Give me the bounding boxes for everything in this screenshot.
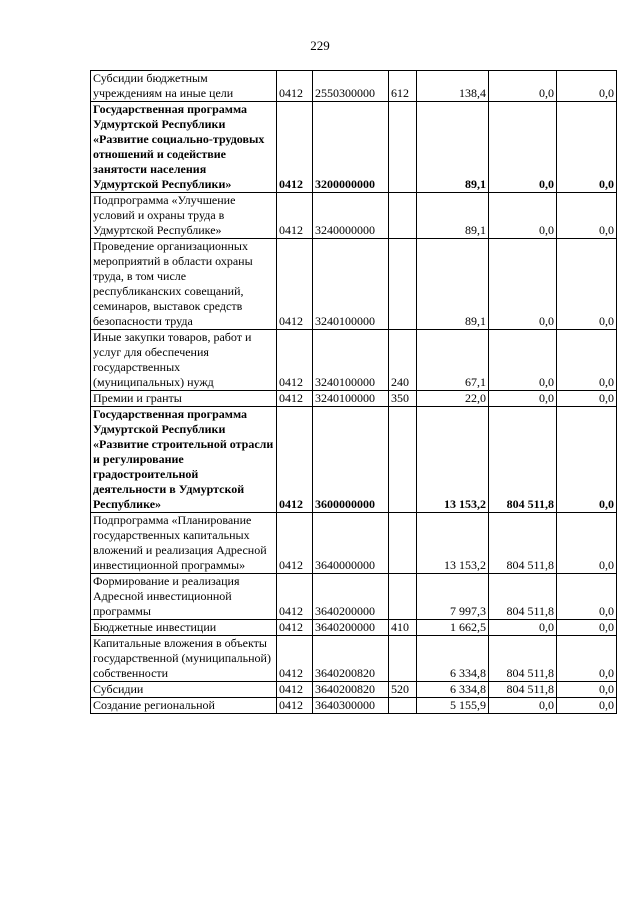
table-row <box>91 193 617 239</box>
row-amount-1: 1 662,5 <box>417 620 489 636</box>
row-amount-1: 67,1 <box>417 330 489 391</box>
row-target-code: 3640000000 <box>313 513 389 574</box>
row-name: Бюджетные инвестиции <box>91 620 277 636</box>
table-row <box>91 71 617 102</box>
table-row <box>91 391 617 407</box>
row-name: Подпрограмма «Планирование государственных капитальных вложений и реализация Адресной инвестиционной программы» <box>91 513 277 574</box>
row-amount-3: 0,0 <box>557 407 617 513</box>
row-section-code: 0412 <box>277 330 313 391</box>
row-amount-2: 0,0 <box>489 71 557 102</box>
row-expense-type: 612 <box>389 71 417 102</box>
page-number: 229 <box>310 38 330 53</box>
row-expense-type <box>389 239 417 330</box>
row-amount-1: 6 334,8 <box>417 636 489 682</box>
row-amount-2: 804 511,8 <box>489 682 557 698</box>
row-amount-1: 22,0 <box>417 391 489 407</box>
row-amount-2: 0,0 <box>489 391 557 407</box>
row-amount-2: 0,0 <box>489 193 557 239</box>
table-row <box>91 636 617 682</box>
row-name: Государственная программа Удмуртской Республики «Развитие социально-трудовых отношений и содействие занятости населения Удмуртской Республики» <box>91 102 277 193</box>
row-amount-3: 0,0 <box>557 682 617 698</box>
row-name: Иные закупки товаров, работ и услуг для обеспечения государственных (муниципальных) нужд <box>91 330 277 391</box>
row-name: Государственная программа Удмуртской Республики «Развитие строительной отрасли и регулирование градостроительной деятельности в Удмуртской Республике» <box>91 407 277 513</box>
row-amount-3: 0,0 <box>557 513 617 574</box>
row-amount-3: 0,0 <box>557 620 617 636</box>
row-amount-2: 804 511,8 <box>489 407 557 513</box>
row-amount-1: 89,1 <box>417 193 489 239</box>
row-name: Подпрограмма «Улучшение условий и охраны труда в Удмуртской Республике» <box>91 193 277 239</box>
row-section-code: 0412 <box>277 574 313 620</box>
table-row <box>91 513 617 574</box>
row-amount-3: 0,0 <box>557 71 617 102</box>
row-expense-type <box>389 513 417 574</box>
row-section-code: 0412 <box>277 698 313 714</box>
table-row <box>91 698 617 714</box>
row-section-code: 0412 <box>277 620 313 636</box>
row-amount-2: 804 511,8 <box>489 636 557 682</box>
row-amount-2: 804 511,8 <box>489 574 557 620</box>
row-expense-type <box>389 698 417 714</box>
table-row <box>91 682 617 698</box>
row-section-code: 0412 <box>277 391 313 407</box>
row-amount-1: 89,1 <box>417 239 489 330</box>
row-expense-type <box>389 193 417 239</box>
row-expense-type <box>389 407 417 513</box>
row-target-code: 3640200820 <box>313 636 389 682</box>
row-section-code: 0412 <box>277 239 313 330</box>
row-amount-1: 6 334,8 <box>417 682 489 698</box>
row-amount-1: 7 997,3 <box>417 574 489 620</box>
row-name: Субсидии <box>91 682 277 698</box>
row-amount-3: 0,0 <box>557 102 617 193</box>
row-section-code: 0412 <box>277 682 313 698</box>
table-row <box>91 574 617 620</box>
row-amount-3: 0,0 <box>557 193 617 239</box>
row-amount-3: 0,0 <box>557 391 617 407</box>
table-row <box>91 102 617 193</box>
row-name: Проведение организационных мероприятий в области охраны труда, в том числе республиканских совещаний, семинаров, выставок средств безопасности труда <box>91 239 277 330</box>
row-target-code: 3240100000 <box>313 391 389 407</box>
row-amount-1: 5 155,9 <box>417 698 489 714</box>
row-name: Субсидии бюджетным учреждениям на иные цели <box>91 71 277 102</box>
row-amount-3: 0,0 <box>557 698 617 714</box>
row-expense-type <box>389 636 417 682</box>
row-expense-type <box>389 102 417 193</box>
row-name: Премии и гранты <box>91 391 277 407</box>
row-amount-3: 0,0 <box>557 330 617 391</box>
row-section-code: 0412 <box>277 407 313 513</box>
row-amount-3: 0,0 <box>557 574 617 620</box>
row-name: Создание региональной <box>91 698 277 714</box>
row-target-code: 3640200820 <box>313 682 389 698</box>
row-amount-2: 0,0 <box>489 620 557 636</box>
row-section-code: 0412 <box>277 193 313 239</box>
row-amount-1: 89,1 <box>417 102 489 193</box>
row-expense-type <box>389 574 417 620</box>
row-expense-type: 520 <box>389 682 417 698</box>
row-name: Капитальные вложения в объекты государственной (муниципальной) собственности <box>91 636 277 682</box>
row-target-code: 3240100000 <box>313 330 389 391</box>
row-amount-2: 804 511,8 <box>489 513 557 574</box>
row-target-code: 3240000000 <box>313 193 389 239</box>
row-target-code: 3640200000 <box>313 620 389 636</box>
row-expense-type: 350 <box>389 391 417 407</box>
budget-table-body <box>91 71 617 714</box>
budget-table <box>90 70 617 714</box>
table-row <box>91 407 617 513</box>
row-section-code: 0412 <box>277 71 313 102</box>
row-amount-1: 138,4 <box>417 71 489 102</box>
row-target-code: 3200000000 <box>313 102 389 193</box>
table-row <box>91 239 617 330</box>
row-expense-type: 410 <box>389 620 417 636</box>
row-amount-1: 13 153,2 <box>417 513 489 574</box>
row-target-code: 3640300000 <box>313 698 389 714</box>
row-amount-2: 0,0 <box>489 239 557 330</box>
row-amount-3: 0,0 <box>557 636 617 682</box>
row-section-code: 0412 <box>277 636 313 682</box>
row-expense-type: 240 <box>389 330 417 391</box>
row-amount-2: 0,0 <box>489 102 557 193</box>
row-section-code: 0412 <box>277 102 313 193</box>
row-target-code: 3600000000 <box>313 407 389 513</box>
row-amount-2: 0,0 <box>489 330 557 391</box>
table-row <box>91 330 617 391</box>
row-target-code: 3240100000 <box>313 239 389 330</box>
row-amount-1: 13 153,2 <box>417 407 489 513</box>
table-row <box>91 620 617 636</box>
row-amount-3: 0,0 <box>557 239 617 330</box>
row-amount-2: 0,0 <box>489 698 557 714</box>
row-target-code: 2550300000 <box>313 71 389 102</box>
row-name: Формирование и реализация Адресной инвестиционной программы <box>91 574 277 620</box>
row-target-code: 3640200000 <box>313 574 389 620</box>
row-section-code: 0412 <box>277 513 313 574</box>
